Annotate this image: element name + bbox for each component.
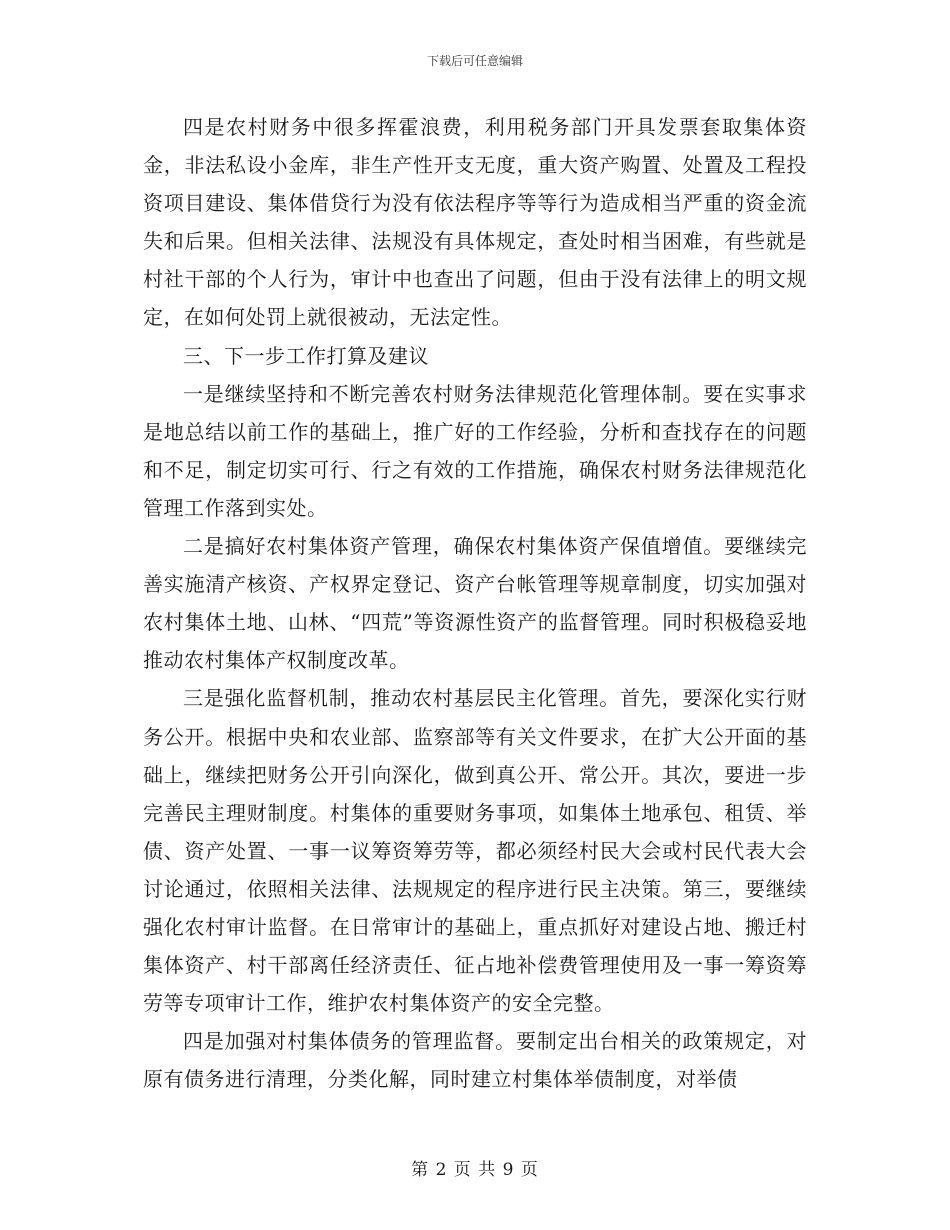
paragraph-3: 二是搞好农村集体资产管理，确保农村集体资产保值增值。要继续完善实施清产核资、产权界定登记、资产台帐管理等规章制度，切实加强对农村集体土地、山林、“四荒”等资源性资产的监督管理。同时积极稳妥地推动农村集体产权制度改革。 (143, 534, 807, 673)
section-heading: 三、下一步工作打算及建议 (183, 343, 429, 368)
paragraph-4: 三是强化监督机制，推动农村基层民主化管理。首先，要深化实行财务公开。根据中央和农业部、监察部等有关文件要求，在扩大公开面的基础上，继续把财务公开引向深化，做到真公开、常公开。其次，要进一步完善民主理财制度。村集体的重要财务事项，如集体土地承包、租赁、举债、资产处置、一事一议筹资筹劳等，都必须经村民大会或村民代表大会讨论通过，依照相关法律、法规规定的程序进行民主决策。第三，要继续强化农村审计监督。在日常审计的基础上，重点抓好对建设占地、搬迁村集体资产、村干部离任经济责任、征占地补偿费管理使用及一事一筹资筹劳等专项审计工作，维护农村集体资产的安全完整。 (143, 686, 807, 1016)
paragraph-5: 四是加强对村集体债务的管理监督。要制定出台相关的政策规定，对原有债务进行清理，分类化解，同时建立村集体举债制度，对举债 (143, 1029, 807, 1092)
page-header: 下载后可任意编辑 (426, 54, 523, 68)
paragraph-2: 一是继续坚持和不断完善农村财务法律规范化管理体制。要在实事求是地总结以前工作的基础上，推广好的工作经验，分析和查找存在的问题和不足，制定切实可行、行之有效的工作措施，确保农村财务法律规范化管理工作落到实处。 (143, 381, 807, 520)
page-footer: 第 2 页 共 9 页 (411, 1160, 539, 1180)
document-body (143, 108, 807, 1098)
paragraph-1: 四是农村财务中很多挥霍浪费，利用税务部门开具发票套取集体资金，非法私设小金库，非生产性开支无度，重大资产购置、处置及工程投资项目建设、集体借贷行为没有依法程序等等行为造成相当严重的资金流失和后果。但相关法律、法规没有具体规定，查处时相当困难，有些就是村社干部的个人行为，审计中也查出了问题，但由于没有法律上的明文规定，在如何处罚上就很被动，无法定性。 (143, 115, 807, 330)
